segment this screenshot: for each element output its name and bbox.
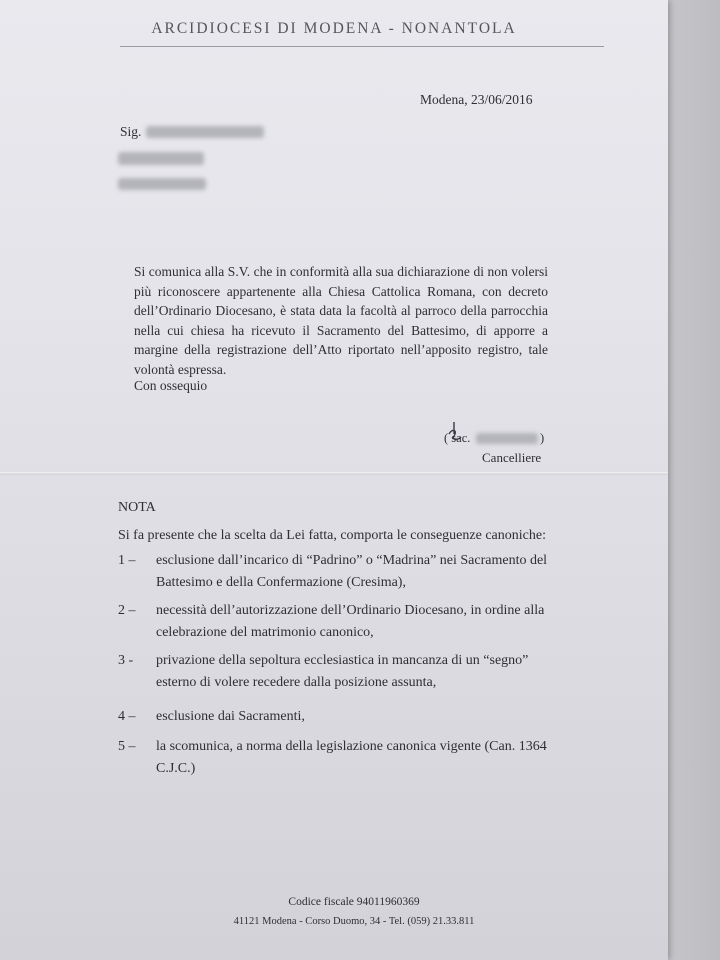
paper-fold bbox=[0, 472, 668, 475]
item-number: 1 – bbox=[118, 553, 136, 568]
item-number: 5 – bbox=[118, 739, 136, 754]
item-text: la scomunica, a norma della legislazione canonica vigente (Can. 1364 C.J.C.) bbox=[156, 739, 547, 776]
item-text: esclusione dai Sacramenti, bbox=[156, 709, 305, 724]
redacted-recipient-address bbox=[118, 152, 204, 165]
redacted-recipient-name bbox=[146, 126, 264, 138]
item-number: 4 – bbox=[118, 709, 136, 724]
letterhead-rule bbox=[120, 46, 604, 47]
nota-item-5 bbox=[118, 736, 552, 780]
date-line: Modena, 23/06/2016 bbox=[420, 92, 533, 107]
nota-intro: Si fa presente che la scelta da Lei fatta, comporta le conseguenze canoniche: bbox=[118, 528, 546, 543]
nota-item-4 bbox=[118, 706, 552, 728]
closing-line: Con ossequio bbox=[134, 378, 208, 393]
signature-suffix: ) bbox=[540, 431, 545, 445]
nota-item-3 bbox=[118, 650, 552, 694]
item-number: 3 - bbox=[118, 653, 134, 668]
nota-item-2 bbox=[118, 600, 552, 644]
redacted-signer-name bbox=[476, 433, 538, 444]
nota-item-1 bbox=[118, 550, 552, 594]
footer-address: 41121 Modena - Corso Duomo, 34 - Tel. (059) 21.33.811 bbox=[233, 916, 475, 927]
letterhead: ARCIDIOCESI DI MODENA - NONANTOLA bbox=[151, 20, 517, 37]
signer-role: Cancelliere bbox=[482, 450, 542, 465]
redacted-recipient-city bbox=[118, 178, 206, 190]
nota-title: NOTA bbox=[118, 500, 156, 515]
item-text: privazione della sepoltura ecclesiastica in mancanza di un “segno” esterno di volere recedere dalla posizione assunta, bbox=[156, 653, 529, 690]
footer-codice-fiscale: Codice fiscale 94011960369 bbox=[288, 896, 420, 908]
item-text: necessità dell’autorizzazione dell’Ordinario Diocesano, in ordine alla celebrazione del matrimonio canonico, bbox=[156, 603, 545, 640]
recipient-salutation: Sig. bbox=[120, 124, 142, 139]
item-text: esclusione dall’incarico di “Padrino” o “Madrina” nei Sacramento del Battesimo e della Confermazione (Cresima), bbox=[156, 553, 548, 590]
letter-body: Si comunica alla S.V. che in conformità alla sua dichiarazione di non volersi più riconoscere appartenente alla Chiesa Cattolica Romana, con decreto dell’Ordinario Diocesano, è stata data la facoltà al parroco della parrocchia nella cui chiesa ha ricevuto il Sacramento del Battesimo, di apporre a margine della registrazione dell’Atto riportato nell’apposito registro, tale volontà espressa. bbox=[134, 264, 548, 377]
item-number: 2 – bbox=[118, 603, 136, 618]
signature-prefix: ( sac. bbox=[444, 431, 471, 445]
